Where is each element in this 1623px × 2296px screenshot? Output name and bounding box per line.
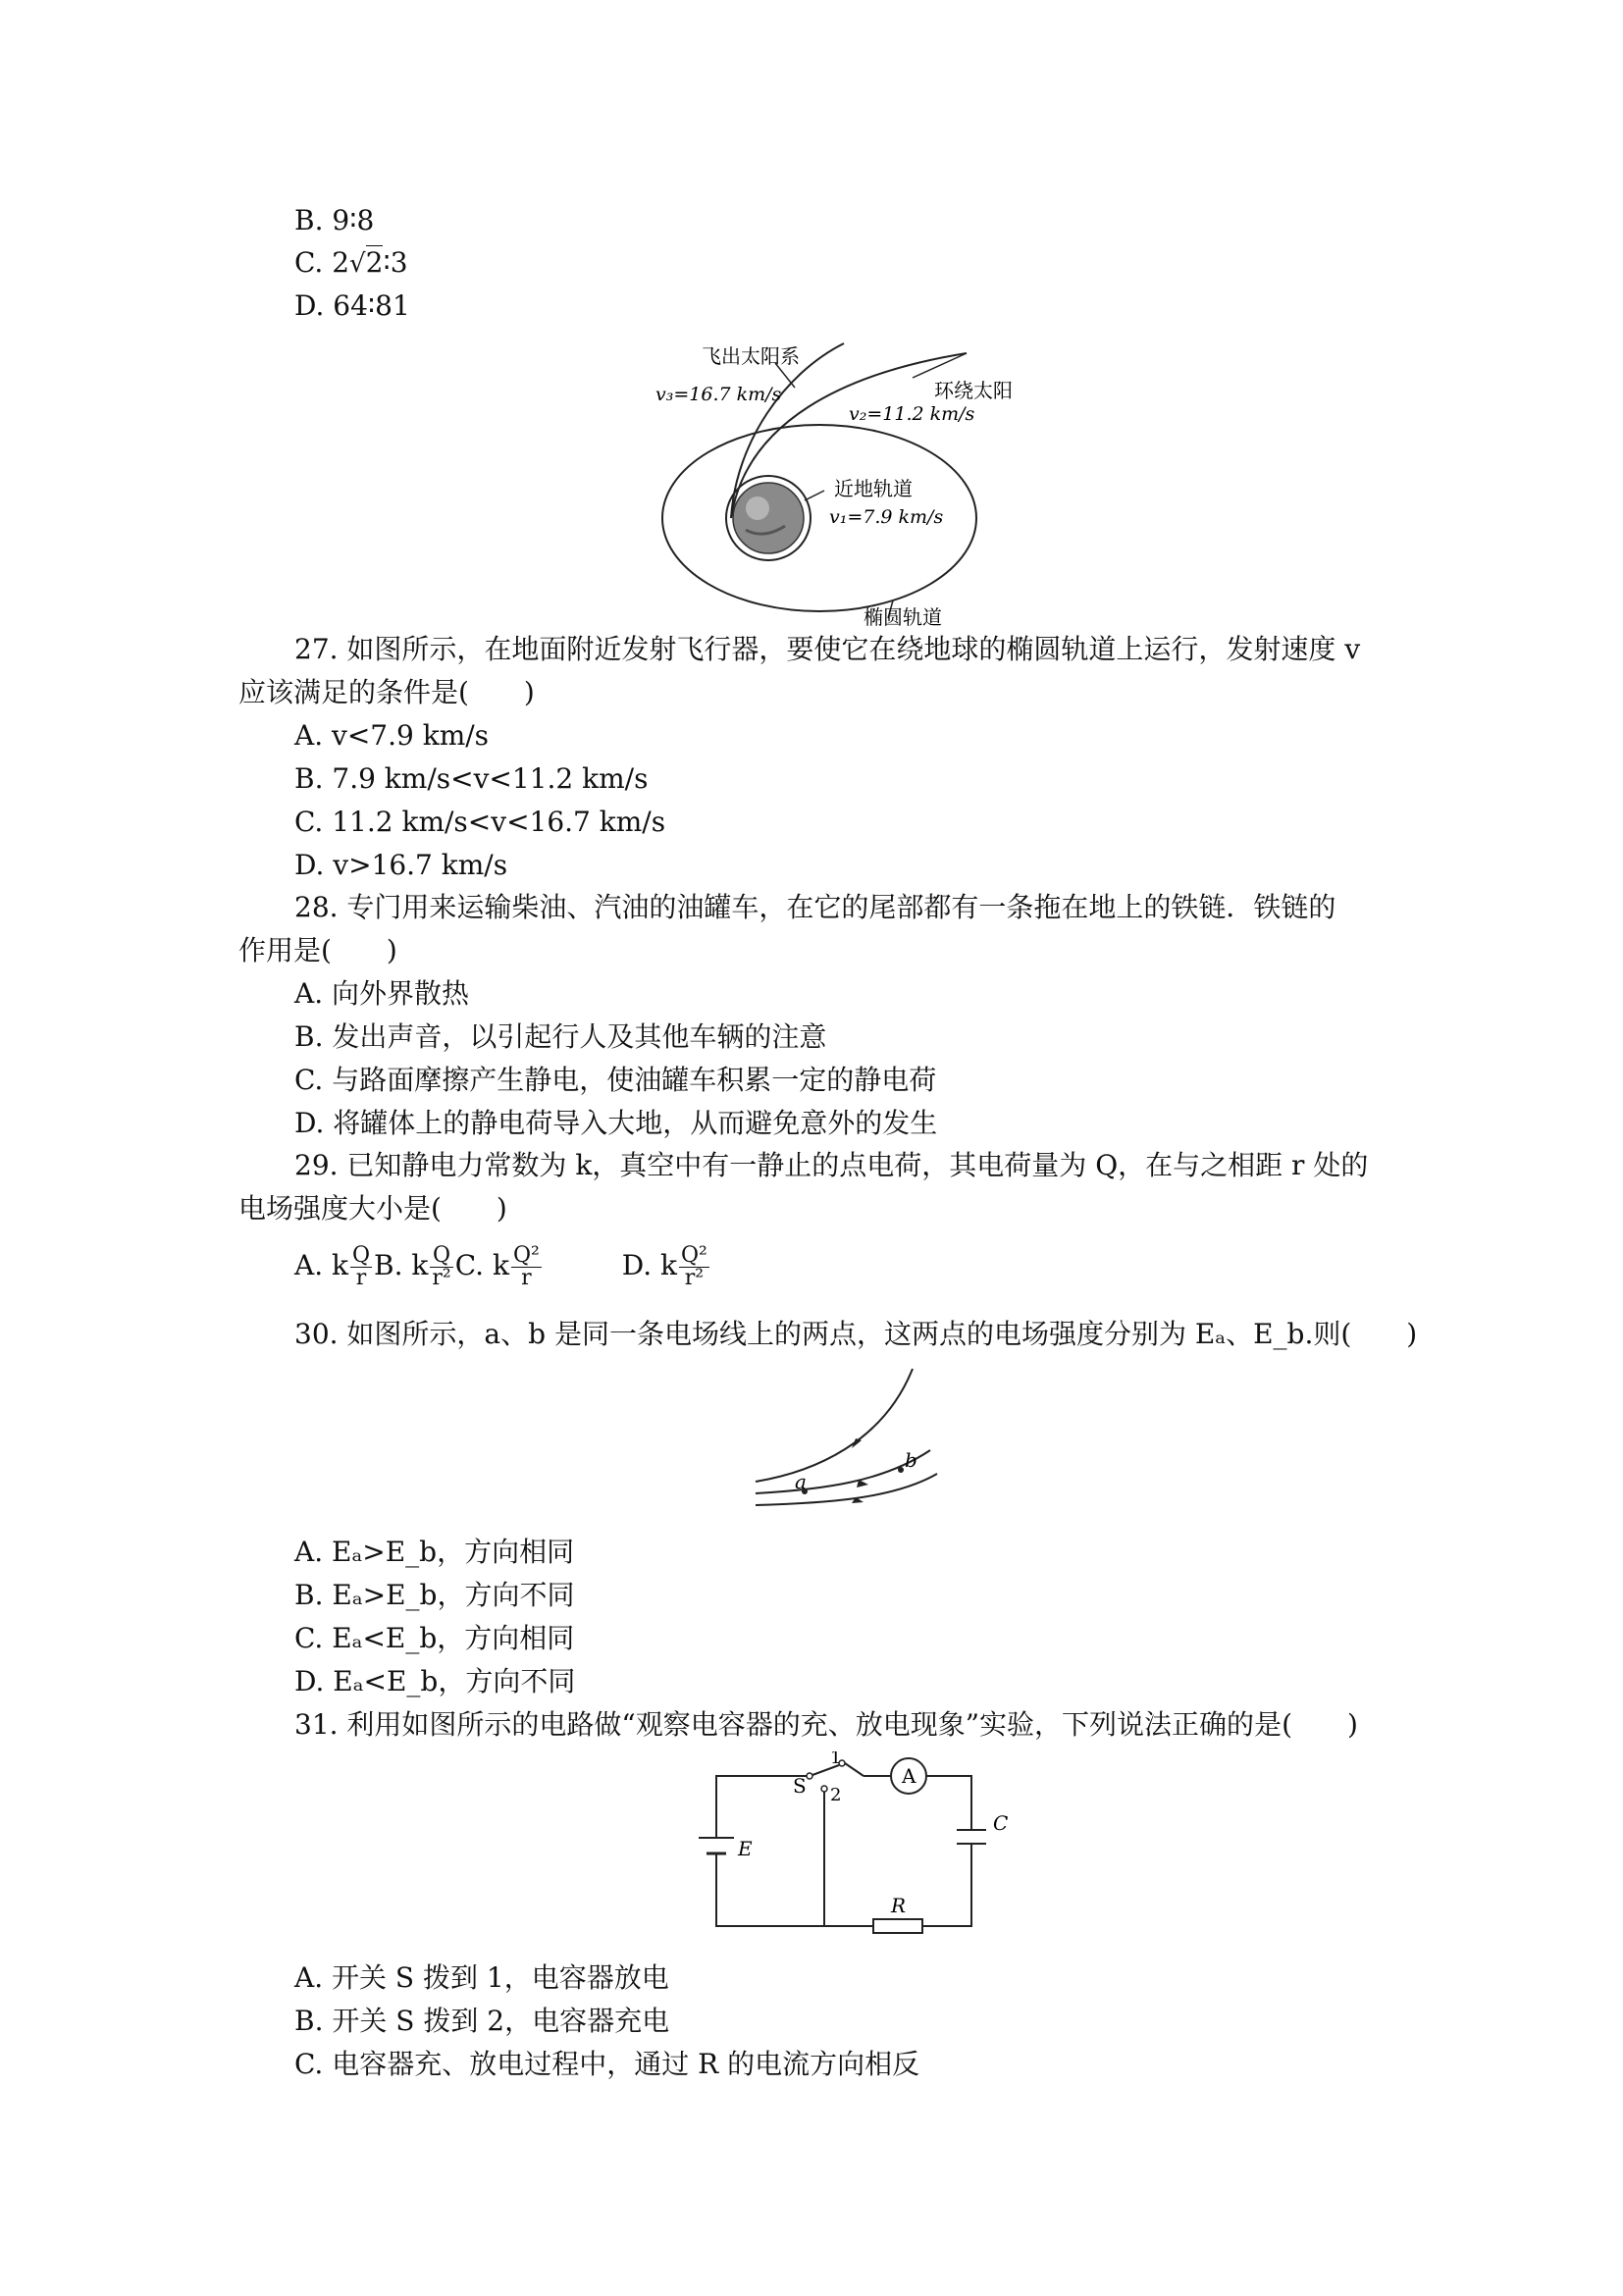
q29-option-c-fraction <box>511 1245 542 1289</box>
earth-highlight <box>746 496 769 520</box>
q29-option-b-label: B. k <box>374 1249 429 1281</box>
q27-option-a: A. v<7.9 km/s <box>294 719 490 752</box>
q29-d-denominator: r² <box>684 1266 705 1290</box>
q29-d-numerator: Q² <box>681 1243 707 1268</box>
q31-option-c: C. 电容器充、放电过程中，通过 R 的电流方向相反 <box>294 2048 920 2080</box>
resistor-symbol <box>873 1919 922 1933</box>
q31-option-a: A. 开关 S 拨到 1，电容器放电 <box>294 1961 669 1994</box>
option-c-prev <box>294 243 408 284</box>
orbit-diagram <box>648 334 1079 628</box>
option-c-prefix: C. 2 <box>294 246 350 279</box>
wire-pos1 <box>845 1763 864 1776</box>
point-a-label: a <box>795 1470 807 1493</box>
field-line-3 <box>756 1474 937 1505</box>
q27-stem-line2: 应该满足的条件是( ) <box>238 676 535 708</box>
arrow-2 <box>857 1480 868 1487</box>
sqrt-radicand: 2 <box>365 246 384 279</box>
field-lines-diagram <box>746 1364 942 1516</box>
q29-b-numerator: Q <box>430 1245 452 1268</box>
q27-option-d: D. v>16.7 km/s <box>294 849 508 881</box>
escape-label: 飞出太阳系 <box>702 344 800 368</box>
q30-option-b: B. Eₐ>E_b，方向不同 <box>294 1579 575 1611</box>
option-b-prev: B. 9∶8 <box>294 204 375 236</box>
q30-stem: 30. 如图所示，a、b 是同一条电场线上的两点，这两点的电场强度分别为 Eₐ、E_b.则( ) <box>294 1318 1418 1350</box>
option-c-suffix: ∶3 <box>383 246 408 279</box>
q29-option-b-fraction <box>430 1245 452 1289</box>
near-label-pointer <box>805 491 824 500</box>
switch-pos2-label: 2 <box>830 1785 842 1805</box>
q30-option-a: A. Eₐ>E_b，方向相同 <box>294 1536 575 1568</box>
switch-pos1-label: 1 <box>830 1751 842 1768</box>
q29-option-c-label: C. k <box>454 1249 509 1281</box>
q29-option-d-label: D. k <box>621 1249 678 1281</box>
q28-option-c: C. 与路面摩擦产生静电，使油罐车积累一定的静电荷 <box>294 1064 937 1096</box>
q27-option-c: C. 11.2 km/s<v<16.7 km/s <box>294 806 666 838</box>
q27-option-b: B. 7.9 km/s<v<11.2 km/s <box>294 762 649 795</box>
resistor-label: R <box>891 1894 907 1917</box>
circuit-diagram <box>687 1751 1021 1943</box>
q28-option-d: D. 将罐体上的静电荷导入大地，从而避免意外的发生 <box>294 1107 938 1139</box>
wire-right-bottom <box>922 1844 971 1926</box>
q28-stem-line2: 作用是( ) <box>238 934 397 966</box>
field-line-1 <box>756 1369 913 1482</box>
ammeter-label: A <box>902 1764 916 1788</box>
point-b-label: b <box>905 1448 917 1472</box>
switch-pos2-terminal <box>821 1786 827 1792</box>
battery-label: E <box>738 1837 753 1860</box>
q29-a-numerator: Q <box>352 1243 371 1268</box>
q29-options <box>294 1238 711 1293</box>
sun-label-pointer <box>913 353 967 378</box>
q29-b-denominator: r² <box>432 1266 451 1290</box>
wire-left-bottom <box>716 1853 873 1926</box>
q29-stem-line2: 电场强度大小是( ) <box>238 1192 507 1225</box>
q29-c-denominator: r <box>521 1266 532 1290</box>
wire-right-top <box>926 1776 971 1830</box>
switch-label: S <box>793 1774 807 1798</box>
v2-label: v₂=11.2 km/s <box>849 403 975 425</box>
q27-stem-line1: 27. 如图所示，在地面附近发射飞行器，要使它在绕地球的椭圆轨道上运行，发射速度 v <box>294 633 1361 665</box>
earth-globe <box>733 483 804 553</box>
point-b-dot <box>898 1467 904 1473</box>
q29-stem-line1: 29. 已知静电力常数为 k，真空中有一静止的点电荷，其电荷量为 Q，在与之相距 r 处的 <box>294 1149 1369 1181</box>
q31-stem: 31. 利用如图所示的电路做“观察电容器的充、放电现象”实验，下列说法正确的是( ) <box>294 1708 1358 1741</box>
q30-option-c: C. Eₐ<E_b，方向相同 <box>294 1622 575 1654</box>
capacitor-label: C <box>993 1811 1009 1835</box>
field-lines-figure <box>746 1364 942 1516</box>
q29-option-d-fraction <box>679 1245 709 1289</box>
q29-option-a-fraction <box>350 1245 372 1289</box>
q29-option-a-label: A. k <box>294 1249 348 1281</box>
q30-option-d: D. Eₐ<E_b，方向不同 <box>294 1665 576 1697</box>
q28-stem-line1: 28. 专门用来运输柴油、汽油的油罐车，在它的尾部都有一条拖在地上的铁链．铁链的 <box>294 891 1336 923</box>
q31-option-b: B. 开关 S 拨到 2，电容器充电 <box>294 2005 670 2037</box>
q28-option-a: A. 向外界散热 <box>294 977 470 1010</box>
sun-orbit-label: 环绕太阳 <box>934 379 1013 402</box>
sqrt-symbol: √ <box>349 249 366 279</box>
option-d-prev: D. 64∶81 <box>294 289 410 322</box>
orbit-figure <box>648 334 1079 628</box>
q28-option-b: B. 发出声音，以引起行人及其他车辆的注意 <box>294 1020 827 1053</box>
switch-common-terminal <box>807 1773 812 1779</box>
ellipse-orbit-label: 椭圆轨道 <box>864 605 942 628</box>
near-orbit-label: 近地轨道 <box>834 477 913 500</box>
circuit-figure <box>687 1751 1021 1943</box>
q29-c-numerator: Q² <box>512 1243 540 1268</box>
v1-label: v₁=7.9 km/s <box>829 506 944 528</box>
q29-a-denominator: r <box>355 1266 367 1290</box>
v3-label: v₃=16.7 km/s <box>655 384 782 405</box>
